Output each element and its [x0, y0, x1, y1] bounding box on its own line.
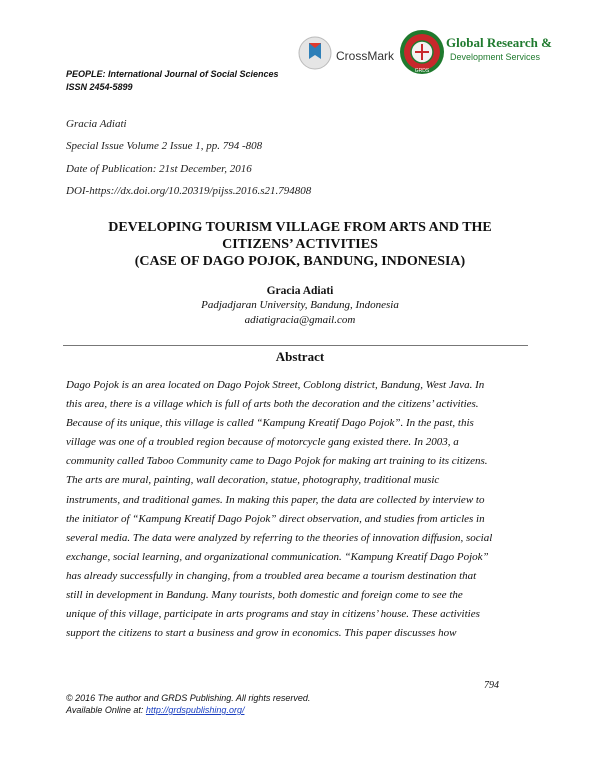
- abstract-line: still in development in Bandung. Many tourists, both domestic and foreign come to see the: [66, 589, 463, 602]
- journal-name: PEOPLE: International Journal of Social Sciences: [66, 69, 279, 79]
- abstract-heading: Abstract: [275, 349, 325, 364]
- title-line-3: (CASE OF DAGO POJOK, BANDUNG, INDONESIA): [134, 254, 466, 269]
- crossmark-label: CrossMark: [336, 49, 395, 63]
- crossmark-icon: [298, 36, 332, 70]
- copyright-notice: © 2016 The author and GRDS Publishing. All rights reserved.: [66, 693, 311, 703]
- grds-name-line1: Global Research &: [446, 35, 552, 50]
- abstract-line: Because of its unique, this village is called “Kampung Kreatif Dago Pojok”. In the past, this: [66, 417, 474, 430]
- author-name: Gracia Adiati: [266, 285, 334, 297]
- author-email[interactable]: adiatigracia@gmail.com: [244, 314, 356, 326]
- meta-publication-date: Date of Publication: 21st December, 2016: [66, 163, 252, 175]
- abstract-body: [66, 376, 536, 643]
- page-number: 794: [484, 680, 499, 691]
- abstract-line: this area, there is a village which is full of arts both the decoration and the citizens’ activities.: [66, 398, 479, 411]
- abstract-line: unique of this village, participate in arts programs and stay in citizens’ house. These activities: [66, 608, 480, 621]
- journal-issn: ISSN 2454-5899: [66, 82, 133, 92]
- abstract-line: village was one of a troubled region because of motorcycle gang existed there. In 2003, a: [66, 436, 459, 449]
- svg-text:GRDS: GRDS: [414, 68, 430, 74]
- grds-name-line2: Development Services: [450, 52, 541, 62]
- abstract-line: has already successfully in changing, from a troubled area became a tourism destination that: [66, 569, 477, 582]
- paper-title: [60, 219, 540, 270]
- abstract-line: community called Taboo Community came to Dago Pojok for making art training to its citizens.: [66, 455, 488, 468]
- grds-seal-icon: [398, 28, 446, 76]
- availability-notice: [66, 705, 244, 715]
- abstract-line: The arts are mural, painting, wall decoration, statue, photography, traditional music: [66, 474, 440, 487]
- crossmark-logo[interactable]: [298, 36, 408, 72]
- journal-info: [66, 68, 279, 94]
- meta-author: Gracia Adiati: [66, 118, 127, 130]
- abstract-line: several media. The data were analyzed by referring to the theories of innovation diffusion, social: [66, 531, 493, 544]
- meta-doi[interactable]: DOI-https://dx.doi.org/10.20319/pijss.2016.s21.794808: [66, 185, 312, 197]
- meta-issue: Special Issue Volume 2 Issue 1, pp. 794 -808: [66, 140, 263, 152]
- abstract-line: exchange, social learning, and organizational communication. “Kampung Kreatif Dago Pojok”: [66, 550, 489, 563]
- abstract-line: instruments, and traditional games. In making this paper, the data are collected by interview to: [66, 493, 485, 506]
- title-line-2: CITIZENS’ ACTIVITIES: [222, 237, 378, 252]
- grds-logo[interactable]: [398, 28, 598, 84]
- abstract-line: Dago Pojok is an area located on Dago Pojok Street, Coblong district, Bandung, West Java. In: [66, 379, 485, 391]
- section-divider: [63, 345, 528, 346]
- abstract-line: the initiator of “Kampung Kreatif Dago Pojok” direct observation, and studies from articles in: [66, 512, 485, 525]
- publisher-link[interactable]: http://grdspublishing.org/: [145, 705, 245, 715]
- abstract-line: support the citizens to start a business and grow in economics. This paper discusses how: [66, 627, 457, 640]
- author-affiliation: Padjadjaran University, Bandung, Indonesia: [201, 299, 399, 311]
- title-line-1: DEVELOPING TOURISM VILLAGE FROM ARTS AND THE: [108, 220, 492, 235]
- available-prefix: Available Online at:: [66, 705, 146, 715]
